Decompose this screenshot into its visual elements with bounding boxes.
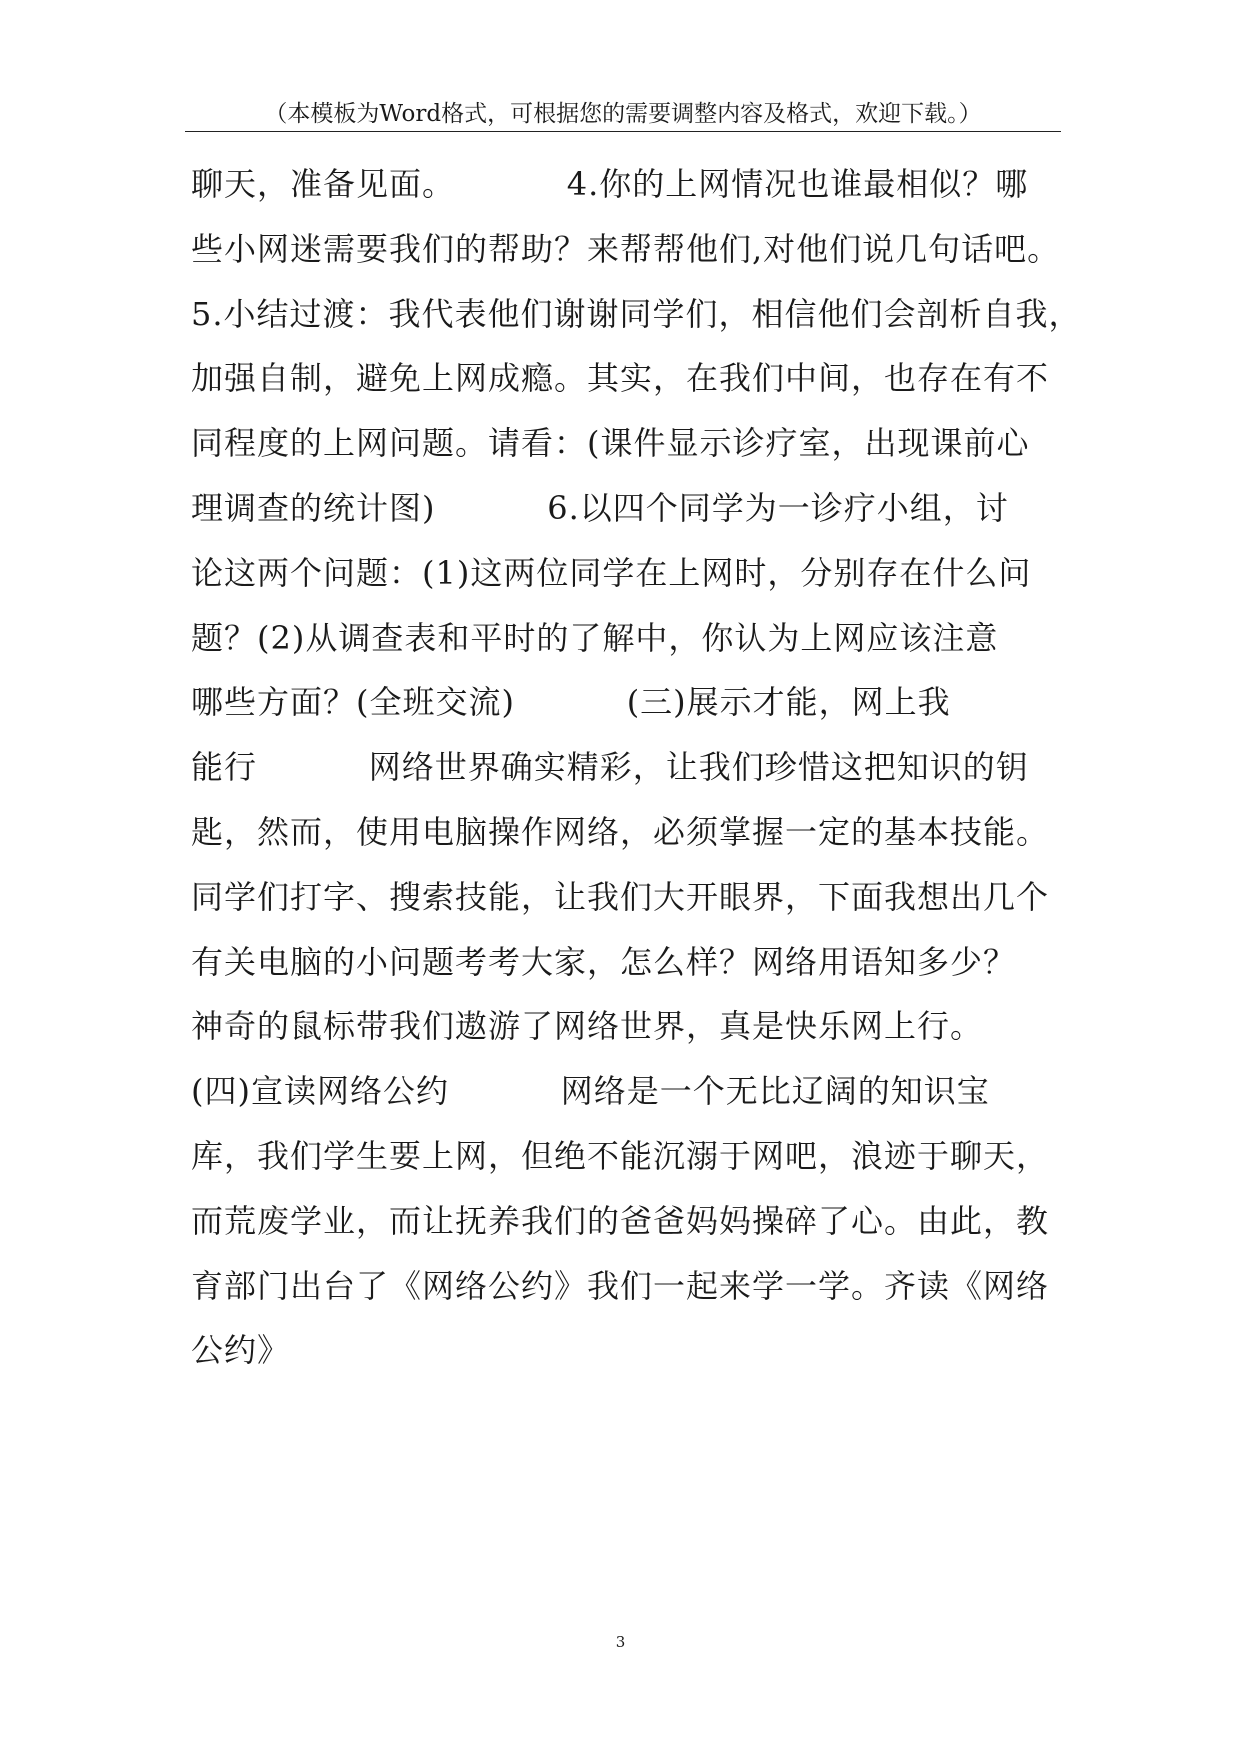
body-line: 育部门出台了《网络公约》我们一起来学一学。齐读《网络 — [191, 1266, 1050, 1305]
body-line: (四)宣读网络公约 网络是一个无比辽阔的知识宝 — [191, 1072, 990, 1111]
body-line: 哪些方面？(全班交流) (三)展示才能，网上我 — [191, 683, 951, 722]
body-line: 匙，然而，使用电脑操作网络，必须掌握一定的基本技能。 — [191, 812, 1050, 851]
body-line: 同程度的上网问题。请看：(课件显示诊疗室，出现课前心 — [191, 424, 1030, 463]
body-line: 5.小结过渡：我代表他们谢谢同学们，相信他们会剖析自我， — [191, 294, 1082, 333]
body-line: 论这两个问题：(1)这两位同学在上网时，分别存在什么问 — [191, 553, 1032, 592]
body-line: 有关电脑的小问题考考大家，怎么样？网络用语知多少？ — [191, 942, 1017, 981]
document-body — [191, 160, 1111, 1391]
body-line: 题？(2)从调查表和平时的了解中，你认为上网应该注意 — [191, 618, 999, 657]
body-line: 聊天，准备见面。 4.你的上网情况也谁最相似？哪 — [191, 165, 1029, 203]
page-header: （本模板为Word格式，可根据您的需要调整内容及格式，欢迎下载。） — [264, 101, 982, 127]
page-number: 3 — [615, 1633, 626, 1651]
body-line: 而荒废学业，而让抚养我们的爸爸妈妈操碎了心。由此，教 — [191, 1201, 1050, 1240]
header-divider — [185, 131, 1061, 132]
body-line: 些小网迷需要我们的帮助？来帮帮他们,对他们说几句话吧。 — [191, 229, 1061, 268]
body-line: 公约》 — [191, 1331, 291, 1370]
body-line: 能行 网络世界确实精彩，让我们珍惜这把知识的钥 — [191, 748, 1029, 787]
body-line: 库，我们学生要上网，但绝不能沉溺于网吧，浪迹于聊天， — [191, 1136, 1050, 1175]
body-line: 同学们打字、搜索技能，让我们大开眼界，下面我想出几个 — [191, 877, 1050, 916]
body-line: 加强自制，避免上网成瘾。其实，在我们中间，也存在有不 — [191, 359, 1050, 398]
body-line: 神奇的鼠标带我们遨游了网络世界，真是快乐网上行。 — [191, 1007, 984, 1046]
body-line: 理调查的统计图) 6.以四个同学为一诊疗小组，讨 — [191, 488, 1009, 527]
